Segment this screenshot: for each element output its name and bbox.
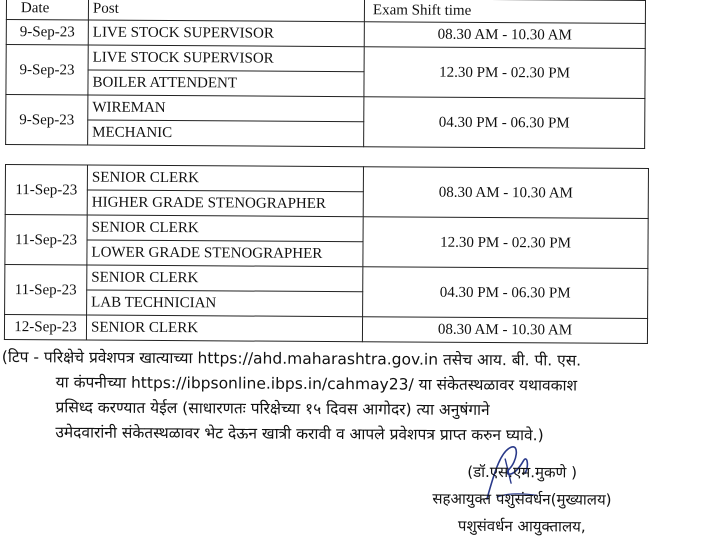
date-cell: 9-Sep-23 (6, 45, 88, 95)
table-row (5, 165, 648, 194)
shift-cell: 04.30 PM - 06.30 PM (364, 97, 645, 149)
admit-card-note (1, 345, 702, 449)
note-line: या कंपनीच्या https://ibpsonline.ibps.in/cahmay23/ या संकेतस्थळावर यथावकाश (55, 373, 578, 395)
date-cell: 11-Sep-23 (5, 265, 87, 316)
table-row (6, 95, 645, 124)
table-row (6, 45, 645, 74)
post-cell: LOWER GRADE STENOGRAPHER (87, 240, 363, 267)
shift-cell: 08.30 AM - 10.30 AM (362, 317, 647, 344)
date-cell: 9-Sep-23 (6, 20, 88, 46)
date-cell: 12-Sep-23 (4, 315, 86, 341)
note-line: (टिप - परिक्षेचे प्रवेशपत्र खात्याच्या https://ahd.maharashtra.gov.in तसेच आय. बी. पी. एस. (1, 348, 582, 370)
post-cell: BOILER ATTENDENT (88, 70, 364, 97)
table-row (6, 20, 645, 49)
post-cell: SENIOR CLERK (87, 215, 363, 242)
post-cell: LIVE STOCK SUPERVISOR (88, 45, 364, 72)
exam-schedule-table-2 (4, 164, 649, 344)
exam-schedule-table-1 (5, 0, 646, 149)
date-cell: 11-Sep-23 (5, 215, 87, 265)
post-cell: MECHANIC (88, 120, 364, 147)
shift-cell: 08.30 AM - 10.30 AM (363, 167, 648, 219)
header-post: Post (88, 0, 364, 22)
post-cell: SENIOR CLERK (87, 165, 363, 192)
post-cell: SENIOR CLERK (86, 315, 362, 342)
post-cell: LAB TECHNICIAN (87, 290, 363, 317)
header-exam-shift-time: Exam Shift time (364, 0, 645, 23)
table-row (4, 315, 647, 344)
shift-cell: 12.30 PM - 02.30 PM (364, 47, 645, 99)
date-cell: 9-Sep-23 (6, 95, 88, 145)
header-date: Date (6, 0, 88, 20)
post-cell: HIGHER GRADE STENOGRAPHER (87, 190, 363, 217)
shift-cell: 08.30 AM - 10.30 AM (364, 22, 645, 49)
shift-cell: 12.30 PM - 02.30 PM (363, 217, 648, 269)
date-cell: 11-Sep-23 (5, 165, 87, 215)
post-cell: LIVE STOCK SUPERVISOR (88, 20, 364, 47)
signature-block (377, 458, 667, 541)
shift-cell: 04.30 PM - 06.30 PM (363, 267, 648, 319)
table-row (5, 215, 648, 244)
table-row (5, 265, 648, 294)
note-line: प्रसिध्द करण्यात येईल (साधारणतः परिक्षेच्या १५ दिवस आगोदर) त्या अनुषंगाने (55, 398, 490, 419)
signatory-designation: सहआयुक्त पशुसंवर्धन(मुख्यालय) (432, 489, 612, 509)
post-cell: WIREMAN (88, 95, 364, 122)
post-cell: SENIOR CLERK (87, 265, 363, 292)
note-line: उमेदवारांनी संकेतस्थळावर भेट देऊन खात्री करावी व आपले प्रवेशपत्र प्राप्त करुन घ्यावे.) (55, 423, 544, 445)
signatory-office: पशुसंवर्धन आयुक्तालय, (457, 516, 586, 536)
signatory-name: (डॉ.एस.एम.मुकणे ) (467, 462, 578, 482)
